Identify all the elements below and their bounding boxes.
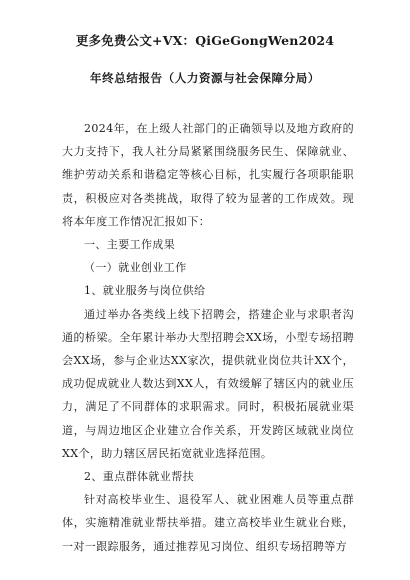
body-paragraph: 针对高校毕业生、退役军人、就业困难人员等重点群体，实施精准就业帮扶举措。建立高校毕业生就业台账，一对一跟踪服务，通过推荐见习岗位、组织专场招聘等方 [62,493,354,553]
item-heading: 1、就业服务与岗位供给 [84,284,206,298]
section-heading: 一、主要工作成果 [84,238,176,252]
intro-paragraph: 2024年，在上级人社部门的正确领导以及地方政府的大力支持下，我人社分局紧紧围绕服务民生、保障就业、维护劳动关系和谐稳定等核心目标，扎实履行各项职能职责，积极应对各类挑战，取得了较为显著的工作成效。现将本年度工作情况汇报如下： [62,122,354,228]
subsection-heading: （一）就业创业工作 [84,261,187,275]
body-paragraph: 通过举办各类线上线下招聘会，搭建企业与求职者沟通的桥梁。全年累计举办大型招聘会XX场，小型专场招聘会XX场，参与企业达XX家次，提供就业岗位共计XX个，成功促成就业人数达到XX人，有效缓解了辖区内的就业压力，满足了不同群体的求职需求。同时，积极拓展就业渠道，与周边地区企业建立合作关系，开发跨区域就业岗位XX个，助力辖区居民拓宽就业选择范围。 [62,307,354,460]
document-body [62,117,354,558]
document-title: 年终总结报告（人力资源与社会保障分局） [90,71,320,85]
watermark-header: 更多免费公文+VX：QiGeGongWen2024 [75,33,335,48]
item-heading: 2、重点群体就业帮扶 [84,470,194,484]
